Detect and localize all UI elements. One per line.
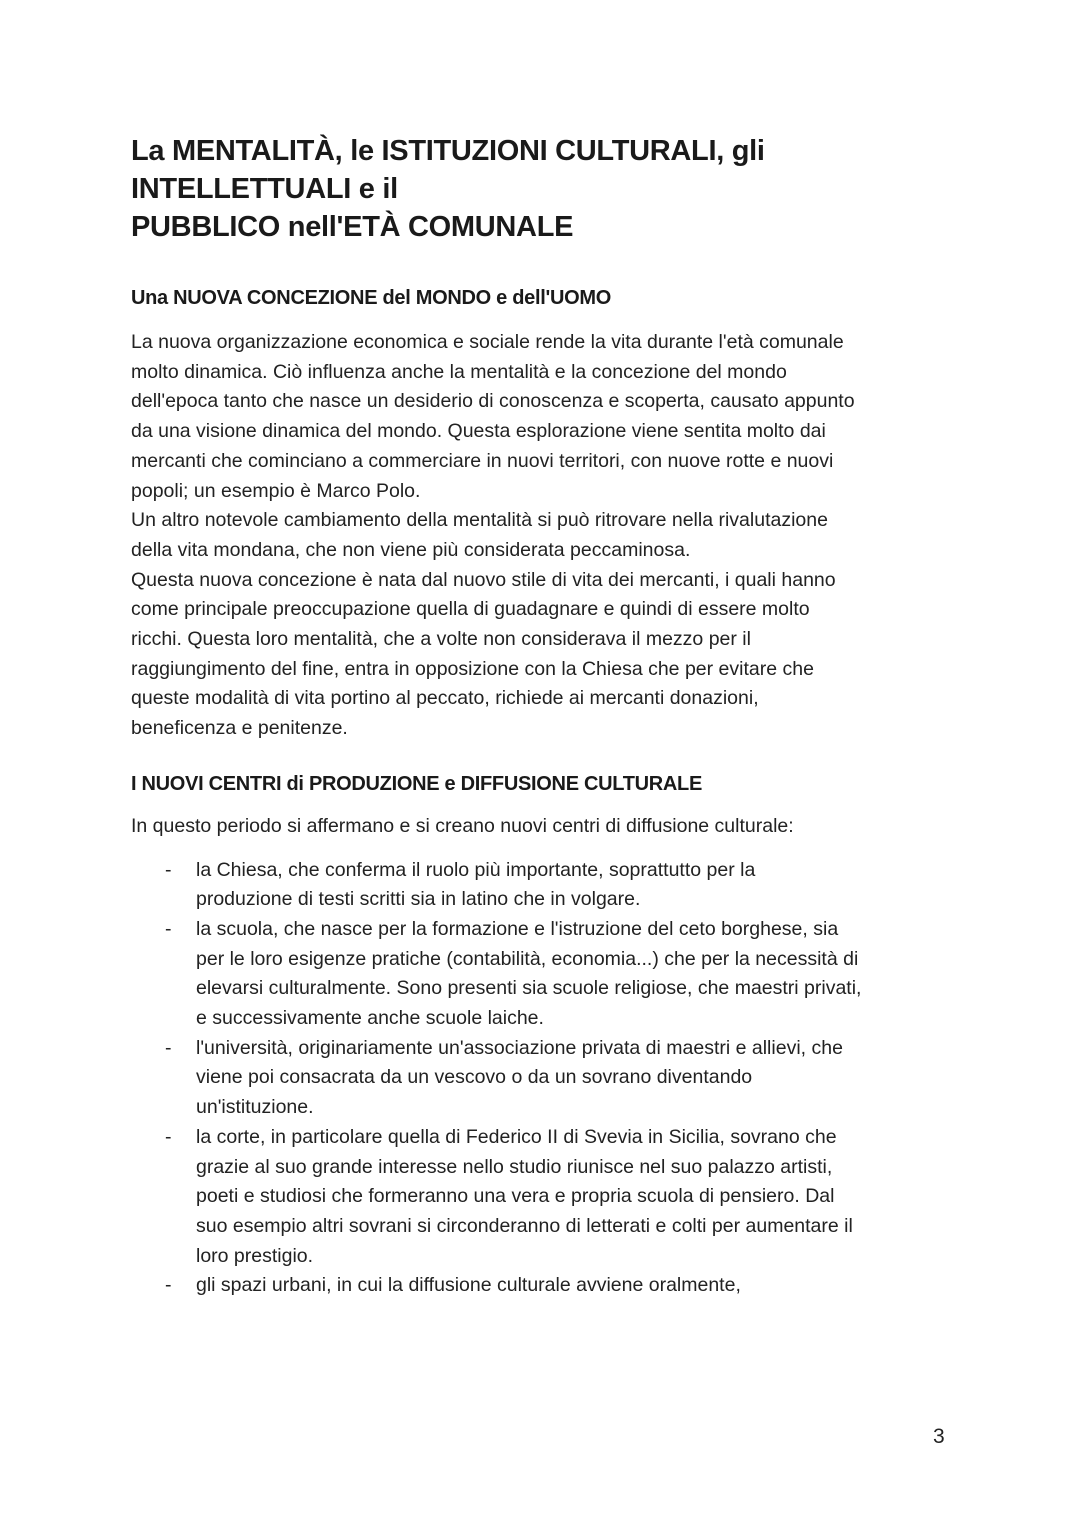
bullet-dash: -: [165, 1274, 172, 1297]
section-intro: In questo periodo si affermano e si creano nuovi centri di diffusione culturale:: [131, 814, 794, 837]
text-line: la Chiesa, che conferma il ruolo più importante, soprattutto per la: [196, 858, 756, 881]
page-number: 3: [933, 1425, 945, 1448]
list-item: [131, 915, 961, 1034]
text-line: da una visione dinamica del mondo. Questa esplorazione viene sentita molto dai: [131, 420, 826, 443]
text-line: e successivamente anche scuole laiche.: [196, 1007, 544, 1030]
bullet-list: [131, 856, 961, 1302]
text-line: La nuova organizzazione economica e sociale rende la vita durante l'età comunale: [131, 331, 844, 353]
bullet-dash: -: [165, 1125, 172, 1148]
text-line: come principale preoccupazione quella di guadagnare e quindi di essere molto: [131, 598, 810, 621]
list-item: [131, 1034, 961, 1123]
list-item: [131, 1271, 961, 1301]
text-line: elevarsi culturalmente. Sono presenti sia scuole religiose, che maestri privati,: [196, 977, 862, 1000]
text-line: poeti e studiosi che formeranno una vera e propria scuola di pensiero. Dal: [196, 1185, 835, 1208]
text-line: produzione di testi scritti sia in latino che in volgare.: [196, 888, 641, 911]
text-line: Questa nuova concezione è nata dal nuovo stile di vita dei mercanti, i quali hanno: [131, 568, 836, 591]
text-line: dell'epoca tanto che nasce un desiderio di conoscenza e scoperta, causato appunto: [131, 390, 855, 413]
title-line: La MENTALITÀ, le ISTITUZIONI CULTURALI, gli INTELLETTUALI e il: [131, 135, 765, 205]
title-line: PUBBLICO nell'ETÀ COMUNALE: [131, 211, 574, 243]
section-paragraph: [131, 328, 961, 744]
text-line: queste modalità di vita portino al peccato, richiede ai mercanti donazioni,: [131, 687, 759, 710]
text-line: mercanti che cominciano a commerciare in nuovi territori, con nuove rotte e nuovi: [131, 449, 834, 472]
text-line: raggiungimento del fine, entra in opposizione con la Chiesa che per evitare che: [131, 657, 814, 680]
text-line: l'università, originariamente un'associazione privata di maestri e allievi, che: [196, 1036, 843, 1059]
bullet-dash: -: [165, 858, 172, 881]
section-heading: I NUOVI CENTRI di PRODUZIONE e DIFFUSIONE CULTURALE: [131, 772, 703, 795]
text-line: beneficenza e penitenze.: [131, 717, 348, 740]
text-line: molto dinamica. Ciò influenza anche la mentalità e la concezione del mondo: [131, 360, 787, 383]
text-line: grazie al suo grande interesse nello studio riunisce nel suo palazzo artisti,: [196, 1155, 833, 1178]
text-line: popoli; un esempio è Marco Polo.: [131, 479, 421, 502]
text-line: la corte, in particolare quella di Federico II di Svevia in Sicilia, sovrano che: [196, 1125, 837, 1148]
text-line: per le loro esigenze pratiche (contabilità, economia...) che per la necessità di: [196, 947, 859, 970]
text-line: un'istituzione.: [196, 1096, 314, 1119]
text-line: gli spazi urbani, in cui la diffusione culturale avviene oralmente,: [196, 1274, 741, 1297]
list-item: [131, 1123, 961, 1272]
bullet-dash: -: [165, 917, 172, 940]
document-page: [131, 132, 961, 1301]
list-item: [131, 856, 961, 915]
text-line: Un altro notevole cambiamento della mentalità si può ritrovare nella rivalutazione: [131, 509, 828, 532]
bullet-dash: -: [165, 1036, 172, 1059]
document-title: [131, 132, 961, 246]
text-line: della vita mondana, che non viene più considerata peccaminosa.: [131, 538, 691, 561]
text-line: loro prestigio.: [196, 1244, 314, 1267]
text-line: ricchi. Questa loro mentalità, che a volte non considerava il mezzo per il: [131, 628, 751, 651]
text-line: la scuola, che nasce per la formazione e l'istruzione del ceto borghese, sia: [196, 917, 839, 940]
text-line: suo esempio altri sovrani si circonderanno di letterati e colti per aumentare il: [196, 1214, 853, 1237]
text-line: viene poi consacrata da un vescovo o da un sovrano diventando: [196, 1066, 753, 1089]
section-heading: Una NUOVA CONCEZIONE del MONDO e dell'UOMO: [131, 287, 611, 309]
